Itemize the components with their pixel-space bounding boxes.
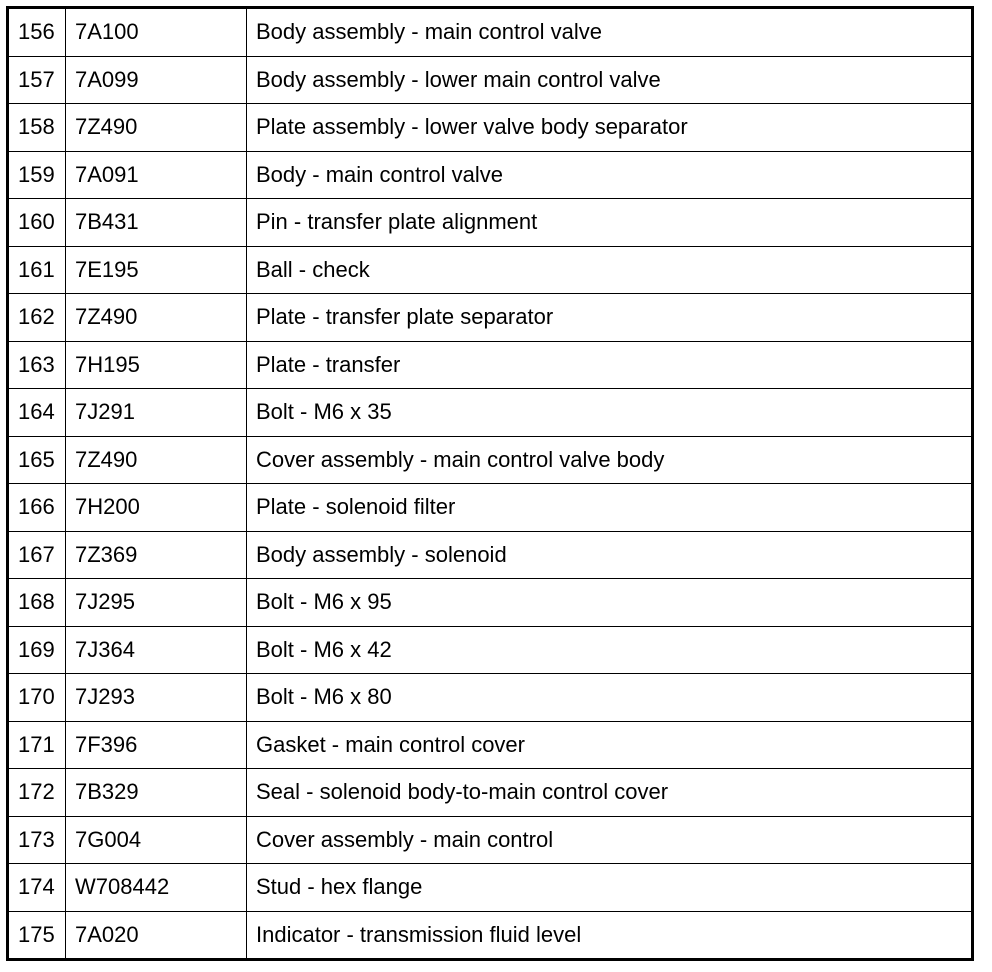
item-number-cell: 165 [8, 436, 66, 484]
part-number-cell: 7A099 [66, 56, 247, 104]
item-number-cell: 171 [8, 721, 66, 769]
part-number-cell: 7A020 [66, 911, 247, 960]
table-row [8, 341, 973, 389]
table-row [8, 816, 973, 864]
item-number-cell: 169 [8, 626, 66, 674]
part-number-cell: 7J291 [66, 389, 247, 437]
item-number-cell: 168 [8, 579, 66, 627]
part-number-cell: W708442 [66, 864, 247, 912]
item-number-cell: 172 [8, 769, 66, 817]
item-number-cell: 163 [8, 341, 66, 389]
item-number-cell: 156 [8, 8, 66, 57]
table-row [8, 104, 973, 152]
item-number-cell: 157 [8, 56, 66, 104]
table-row [8, 579, 973, 627]
part-number-cell: 7B329 [66, 769, 247, 817]
table-row [8, 864, 973, 912]
description-cell: Body assembly - lower main control valve [247, 56, 973, 104]
part-number-cell: 7Z490 [66, 104, 247, 152]
table-row [8, 484, 973, 532]
part-number-cell: 7J295 [66, 579, 247, 627]
description-cell: Ball - check [247, 246, 973, 294]
table-row [8, 626, 973, 674]
part-number-cell: 7J293 [66, 674, 247, 722]
part-number-cell: 7E195 [66, 246, 247, 294]
table-row [8, 151, 973, 199]
table-row [8, 721, 973, 769]
item-number-cell: 173 [8, 816, 66, 864]
item-number-cell: 164 [8, 389, 66, 437]
table-row [8, 911, 973, 960]
description-cell: Plate assembly - lower valve body separator [247, 104, 973, 152]
description-cell: Pin - transfer plate alignment [247, 199, 973, 247]
item-number-cell: 170 [8, 674, 66, 722]
part-number-cell: 7B431 [66, 199, 247, 247]
description-cell: Bolt - M6 x 35 [247, 389, 973, 437]
item-number-cell: 162 [8, 294, 66, 342]
table-row [8, 199, 973, 247]
description-cell: Plate - solenoid filter [247, 484, 973, 532]
description-cell: Plate - transfer [247, 341, 973, 389]
part-number-cell: 7F396 [66, 721, 247, 769]
table-row [8, 294, 973, 342]
table-row [8, 56, 973, 104]
description-cell: Plate - transfer plate separator [247, 294, 973, 342]
part-number-cell: 7Z490 [66, 294, 247, 342]
table-row [8, 246, 973, 294]
description-cell: Body assembly - main control valve [247, 8, 973, 57]
parts-table-body [8, 8, 973, 960]
table-row [8, 436, 973, 484]
part-number-cell: 7H200 [66, 484, 247, 532]
item-number-cell: 160 [8, 199, 66, 247]
table-row [8, 674, 973, 722]
description-cell: Seal - solenoid body-to-main control cover [247, 769, 973, 817]
item-number-cell: 159 [8, 151, 66, 199]
part-number-cell: 7Z490 [66, 436, 247, 484]
part-number-cell: 7H195 [66, 341, 247, 389]
description-cell: Stud - hex flange [247, 864, 973, 912]
part-number-cell: 7Z369 [66, 531, 247, 579]
item-number-cell: 167 [8, 531, 66, 579]
item-number-cell: 158 [8, 104, 66, 152]
item-number-cell: 166 [8, 484, 66, 532]
part-number-cell: 7A100 [66, 8, 247, 57]
item-number-cell: 174 [8, 864, 66, 912]
description-cell: Gasket - main control cover [247, 721, 973, 769]
description-cell: Bolt - M6 x 95 [247, 579, 973, 627]
description-cell: Bolt - M6 x 42 [247, 626, 973, 674]
description-cell: Indicator - transmission fluid level [247, 911, 973, 960]
table-row [8, 531, 973, 579]
table-row [8, 389, 973, 437]
table-row [8, 769, 973, 817]
part-number-cell: 7G004 [66, 816, 247, 864]
description-cell: Bolt - M6 x 80 [247, 674, 973, 722]
item-number-cell: 161 [8, 246, 66, 294]
item-number-cell: 175 [8, 911, 66, 960]
parts-table [6, 6, 974, 961]
table-row [8, 8, 973, 57]
description-cell: Body - main control valve [247, 151, 973, 199]
description-cell: Cover assembly - main control [247, 816, 973, 864]
description-cell: Cover assembly - main control valve body [247, 436, 973, 484]
part-number-cell: 7J364 [66, 626, 247, 674]
description-cell: Body assembly - solenoid [247, 531, 973, 579]
part-number-cell: 7A091 [66, 151, 247, 199]
